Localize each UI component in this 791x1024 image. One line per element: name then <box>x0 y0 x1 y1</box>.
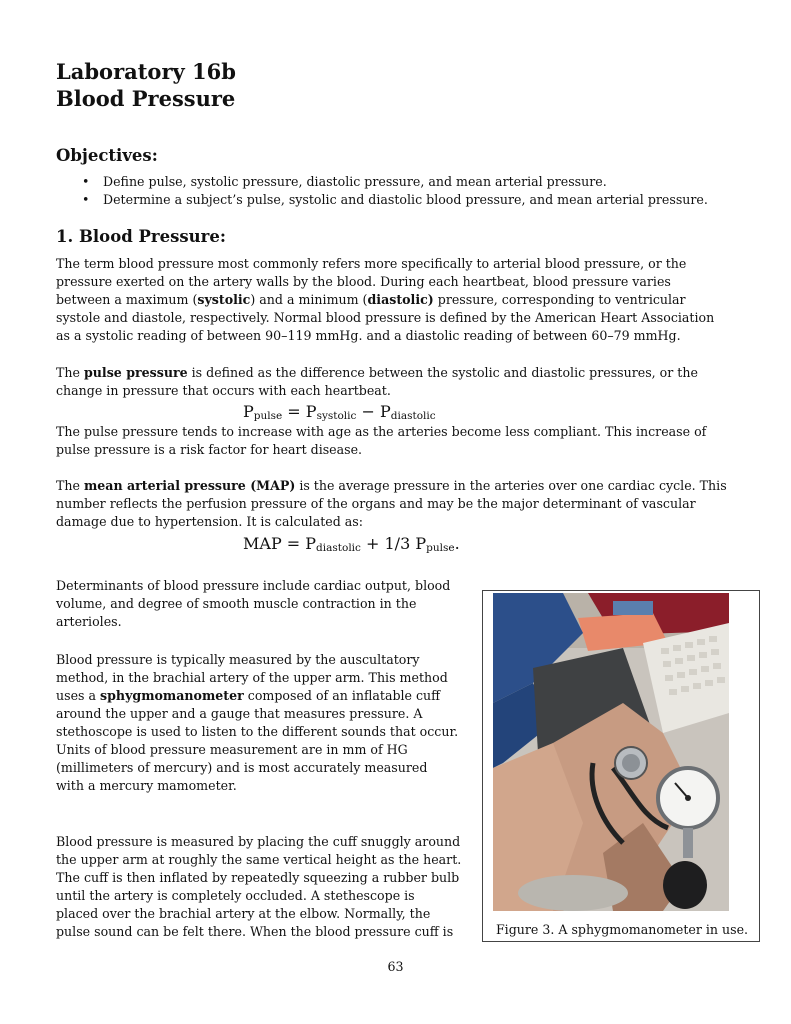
text-line: (millimeters of mercury) and is most accurately measured <box>56 760 428 775</box>
objectives-heading: Objectives: <box>56 146 158 165</box>
term-systolic: systolic <box>197 292 251 307</box>
figure-box <box>482 590 760 942</box>
text-line: The pulse pressure is defined as the difference between the systolic and diastolic pressures, or the <box>56 365 698 380</box>
text-line: number reflects the perfusion pressure of the organs and may be the major determinant of vascular <box>56 496 696 511</box>
paragraph-map <box>56 477 756 531</box>
page-number: 63 <box>387 959 404 974</box>
text-line: Blood pressure is typically measured by the auscultatory <box>56 652 420 667</box>
objectives-list <box>56 173 756 209</box>
text-line: around the upper and a gauge that measures pressure. A <box>56 706 423 721</box>
term-map: mean arterial pressure (MAP) <box>83 478 296 493</box>
paragraph-determinants <box>56 577 476 631</box>
sphygmomanometer-photo <box>493 593 729 911</box>
title-line-1: Laboratory 16b <box>56 59 236 84</box>
photo-illustration <box>493 593 729 911</box>
text-line: the upper arm at roughly the same vertical height as the heart. <box>56 852 462 867</box>
text-line: The term blood pressure most commonly refers more specifically to arterial blood pressure, or the <box>56 256 687 271</box>
page-title <box>56 58 236 112</box>
text-line: systole and diastole, respectively. Normal blood pressure is defined by the American Heart Association <box>56 310 715 325</box>
text-line: uses a sphygmomanometer composed of an inflatable cuff <box>56 688 441 703</box>
objective-item: • Determine a subject’s pulse, systolic and diastolic blood pressure, and mean arterial pressure. <box>56 191 756 209</box>
text-line: pressure exerted on the artery walls by the blood. During each heartbeat, blood pressure varies <box>56 274 671 289</box>
text-line: with a mercury mamometer. <box>56 778 237 793</box>
text-line: placed over the brachial artery at the elbow. Normally, the <box>56 906 431 921</box>
term-sphygmomanometer: sphygmomanometer <box>100 688 244 703</box>
text-line: The mean arterial pressure (MAP) is the average pressure in the arteries over one cardiac cycle. This <box>56 478 727 493</box>
paragraph-auscultatory <box>56 651 476 795</box>
text-line: method, in the brachial artery of the upper arm. This method <box>56 670 448 685</box>
figure-caption: Figure 3. A sphygmomanometer in use. <box>495 922 749 937</box>
text-line: pulse sound can be felt there. When the blood pressure cuff is <box>56 924 454 939</box>
text-line: until the artery is completely occluded. A stethescope is <box>56 888 415 903</box>
text-line: volume, and degree of smooth muscle contraction in the <box>56 596 417 611</box>
text-line: Determinants of blood pressure include cardiac output, blood <box>56 578 451 593</box>
text-line: between a maximum (systolic) and a minimum (diastolic) pressure, corresponding to ventricular <box>56 292 686 307</box>
title-line-2: Blood Pressure <box>56 86 236 111</box>
term-diastolic: diastolic) <box>367 292 434 307</box>
text-line: The cuff is then inflated by repeatedly squeezing a rubber bulb <box>56 870 460 885</box>
paragraph-pulse-pressure <box>56 364 756 400</box>
text-line: change in pressure that occurs with each heartbeat. <box>56 383 391 398</box>
text-line: Units of blood pressure measurement are in mm of HG <box>56 742 408 757</box>
paragraph-intro <box>56 255 756 345</box>
objective-item: • Define pulse, systolic pressure, diastolic pressure, and mean arterial pressure. <box>56 173 756 191</box>
section-heading: 1. Blood Pressure: <box>56 227 226 246</box>
map-formula: MAP = $P_{diastolic} + 1/3$ $P_{pulse}$. <box>243 534 460 554</box>
paragraph-pulse-age <box>56 423 756 459</box>
text-line: The pulse pressure tends to increase with age as the arteries become less compliant. This increase of <box>56 424 707 439</box>
text-line: stethoscope is used to listen to the different sounds that occur. <box>56 724 459 739</box>
text-line: as a systolic reading of between 90–119 mmHg. and a diastolic reading of between 60–79 mmHg. <box>56 328 681 343</box>
text-line: arterioles. <box>56 614 122 629</box>
pulse-pressure-formula: $P_{pulse} = P_{systolic} - P_{diastolic}$ <box>243 402 436 422</box>
text-line: damage due to hypertension. It is calculated as: <box>56 514 364 529</box>
text-line: pulse pressure is a risk factor for heart disease. <box>56 442 363 457</box>
paragraph-measurement <box>56 833 476 941</box>
text-line: Blood pressure is measured by placing the cuff snuggly around <box>56 834 461 849</box>
term-pulse-pressure: pulse pressure <box>83 365 188 380</box>
